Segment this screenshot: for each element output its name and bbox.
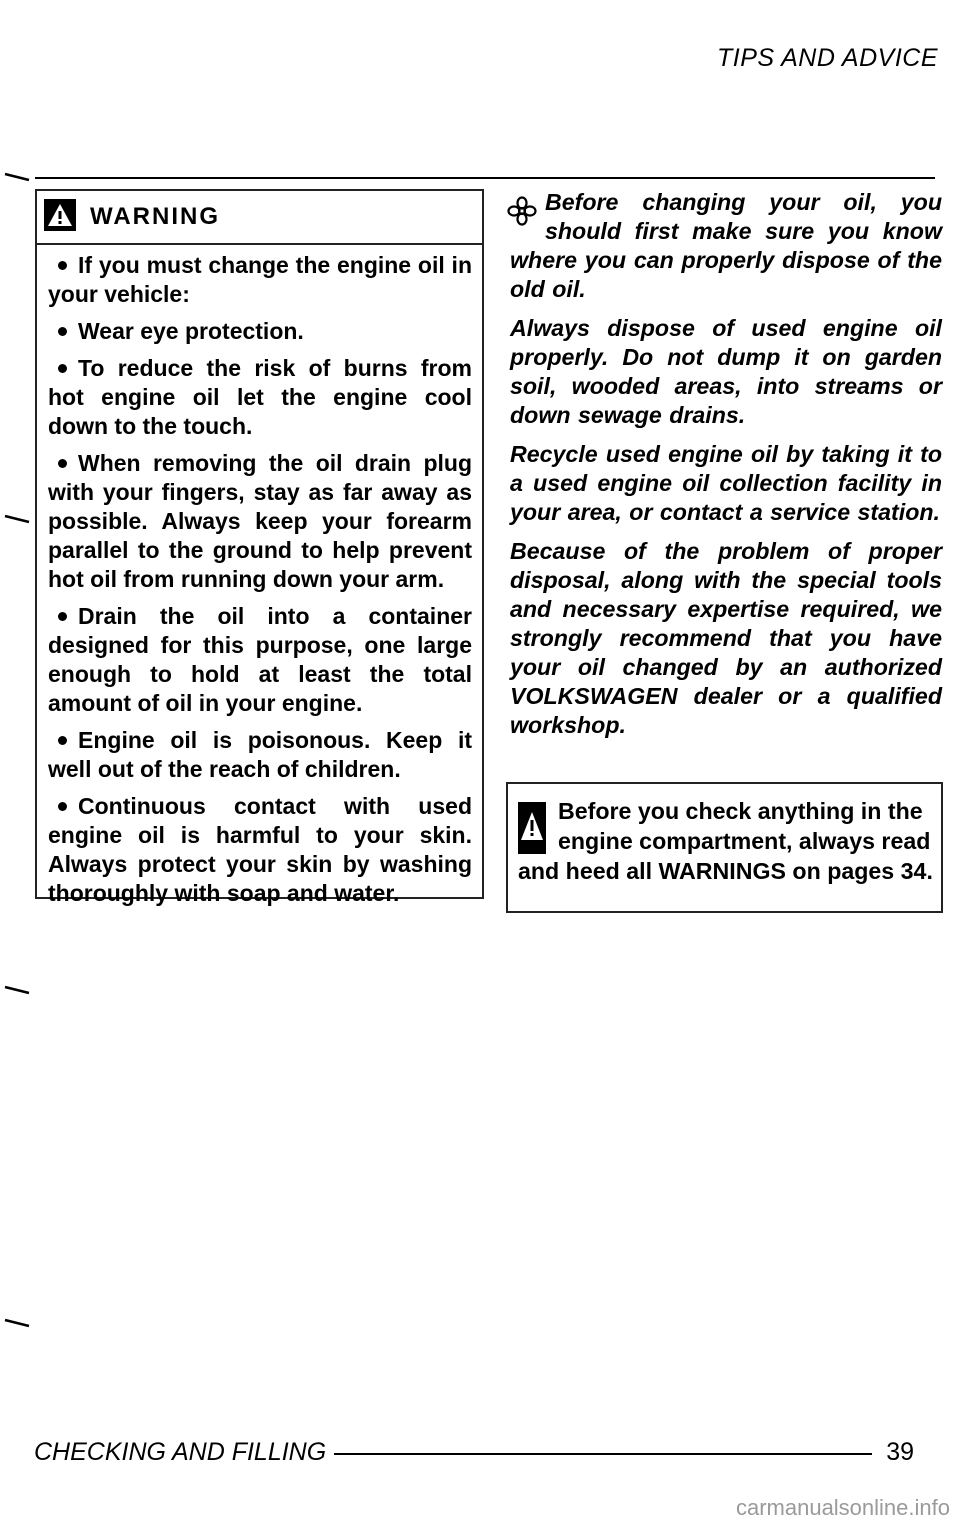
environment-note bbox=[510, 188, 942, 750]
header-rule bbox=[35, 177, 935, 179]
bullet-icon bbox=[58, 459, 67, 468]
leaf-icon bbox=[507, 196, 537, 226]
margin-mark bbox=[4, 1318, 30, 1328]
warning-list bbox=[37, 245, 482, 908]
margin-mark bbox=[4, 514, 30, 524]
page-header-title: TIPS AND ADVICE bbox=[717, 44, 938, 72]
margin-mark bbox=[4, 172, 30, 182]
bullet-icon bbox=[58, 736, 67, 745]
footer-rule bbox=[334, 1453, 872, 1455]
warning-item: Engine oil is poisonous. Keep it well out of the reach of children. bbox=[48, 727, 472, 782]
bullet-icon bbox=[58, 364, 67, 373]
note-text: Before you check anything in the engine compartment, always read and heed all WARNINGS on pages 34. bbox=[518, 798, 933, 884]
warning-box bbox=[35, 189, 484, 906]
footer-section-title: CHECKING AND FILLING bbox=[34, 1437, 327, 1466]
warning-icon bbox=[518, 802, 546, 854]
bullet-icon bbox=[58, 802, 67, 811]
watermark: carmanualsonline.info bbox=[735, 1495, 950, 1520]
bullet-icon bbox=[58, 612, 67, 621]
warning-item: To reduce the risk of burns from hot engine oil let the engine cool down to the touch. bbox=[48, 355, 472, 439]
warning-item: Wear eye protection. bbox=[48, 317, 472, 346]
warning-item: If you must change the engine oil in your vehicle: bbox=[48, 252, 472, 307]
warning-item: When removing the oil drain plug with your fingers, stay as far away as possible. Always keep your forearm parallel to the ground to help prevent hot oil from running down your arm. bbox=[48, 450, 472, 592]
page-number: 39 bbox=[886, 1437, 914, 1466]
environment-paragraph: Before changing your oil, you should first make sure you know where you can properly dispose of the old oil. bbox=[510, 188, 942, 304]
page-footer bbox=[34, 1437, 914, 1467]
warning-item: Continuous contact with used engine oil is harmful to your skin. Always protect your skin by washing thoroughly with soap and water. bbox=[48, 793, 472, 906]
warning-header bbox=[37, 191, 482, 245]
environment-paragraph: Recycle used engine oil by taking it to a used engine oil collection facility in your area, or contact a service station. bbox=[510, 441, 942, 525]
environment-paragraph: Always dispose of used engine oil properly. Do not dump it on garden soil, wooded areas, into streams or down sewage drains. bbox=[510, 315, 942, 428]
warning-note-box bbox=[506, 782, 943, 913]
margin-mark bbox=[4, 985, 30, 995]
environment-paragraph: Because of the problem of proper disposal, along with the special tools and necessary expertise required, we strongly recommend that you have your oil changed by an authorized VOLKSWAGEN dealer or a qualified workshop. bbox=[510, 538, 942, 738]
bullet-icon bbox=[58, 261, 67, 270]
warning-item: Drain the oil into a container designed for this purpose, one large enough to hold at least the total amount of oil in your engine. bbox=[48, 603, 472, 716]
warning-title: WARNING bbox=[90, 203, 220, 230]
warning-icon bbox=[44, 199, 76, 231]
bullet-icon bbox=[58, 327, 67, 336]
